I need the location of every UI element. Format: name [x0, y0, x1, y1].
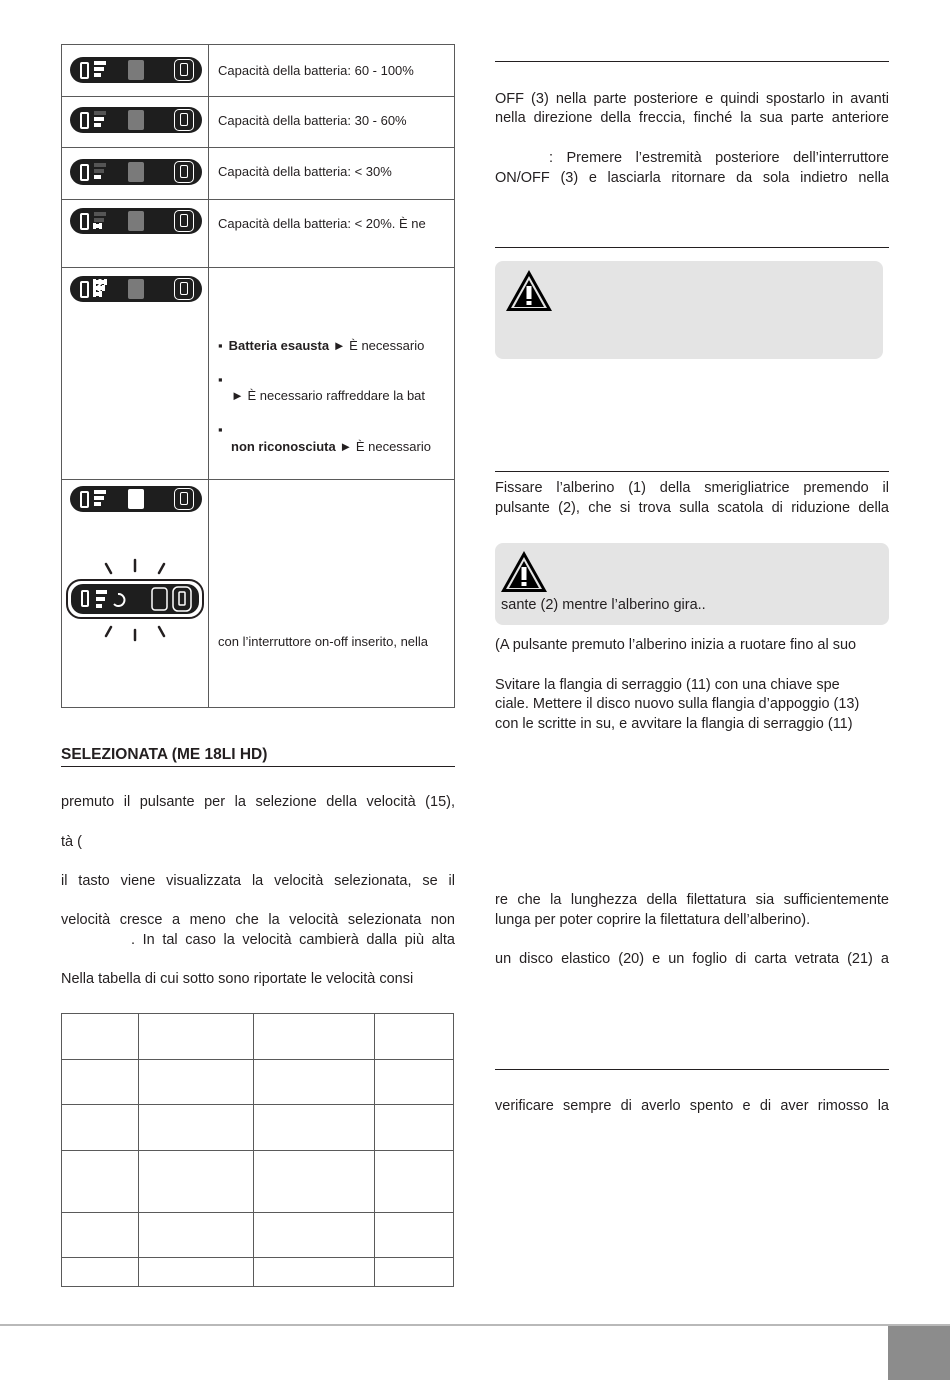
warning-box — [495, 261, 883, 359]
right-paragraph-6a: re che la lunghezza della filettatura sia sufficientemente — [495, 892, 889, 908]
speed-indicator-icon-cell — [62, 480, 209, 708]
footer-rule — [0, 1324, 950, 1326]
battery-capacity-cell — [209, 148, 455, 200]
table-cell — [62, 1213, 139, 1258]
warning-text: sante (2) mentre l’alberino gira.. — [501, 597, 706, 613]
right-paragraph-8: verificare sempre di averlo spento e di aver rimosso la — [495, 1098, 889, 1114]
table-cell — [139, 1258, 254, 1287]
table-cell — [139, 1151, 254, 1213]
table-cell — [62, 1258, 139, 1287]
right-paragraph-7: un disco elastico (20) e un foglio di carta vetrata (21) a — [495, 951, 889, 967]
section-rule — [495, 247, 889, 248]
battery-error-cell — [209, 268, 455, 480]
right-paragraph-5c: con le scritte in su, e avvitare la flangia di serraggio (11) — [495, 716, 853, 732]
table-cell — [62, 1151, 139, 1213]
left-paragraph-4b: . In tal caso la velocità cambierà dalla più alta — [131, 932, 455, 948]
battery-error-icon-cell — [62, 268, 209, 480]
right-paragraph-3b: pulsante (2), che si trova sulla scatola di riduzione della — [495, 500, 889, 516]
speed-indicator-text: con l’interruttore on-off inserito, nella — [218, 634, 429, 649]
battery-indicator-table — [61, 44, 455, 708]
battery-capacity-cell — [209, 200, 455, 268]
table-cell — [375, 1258, 454, 1287]
table-cell — [254, 1151, 375, 1213]
speed-blink-icon — [62, 558, 208, 658]
battery-display-icon — [70, 57, 202, 83]
heading-rule — [61, 766, 455, 767]
table-cell — [375, 1151, 454, 1213]
right-paragraph-2b: ON/OFF (3) e lasciarla ritornare da sola indietro nella — [495, 170, 889, 186]
table-cell — [62, 1060, 139, 1105]
battery-indicator-icon-cell — [62, 148, 209, 200]
right-paragraph-6b: lunga per poter coprire la filettatura dell’alberino). — [495, 912, 811, 928]
right-paragraph-5b: ciale. Mettere il disco nuovo sulla flangia d’appoggio (13) — [495, 696, 860, 712]
table-cell — [375, 1213, 454, 1258]
table-cell — [254, 1105, 375, 1151]
left-paragraph-2: tà ( — [61, 834, 82, 850]
table-cell — [139, 1060, 254, 1105]
right-paragraph-2a: : Premere l’estremità posteriore dell’interruttore — [549, 150, 889, 166]
left-paragraph-3: il tasto viene visualizzata la velocità selezionata, se il — [61, 873, 455, 889]
battery-error-item-2: ► È necessario raffreddare la bat — [231, 388, 426, 403]
table-cell — [254, 1060, 375, 1105]
battery-error-item-2-bullet: ▪ — [218, 372, 223, 387]
table-cell — [375, 1060, 454, 1105]
battery-display-icon — [70, 159, 202, 185]
battery-error-item-3: non riconosciuta ► È necessario — [231, 439, 431, 454]
battery-indicator-icon-cell — [62, 200, 209, 268]
footer-page-tab — [888, 1326, 950, 1380]
battery-error-display-icon — [70, 276, 202, 302]
table-cell — [139, 1213, 254, 1258]
right-paragraph-1b: nella direzione della freccia, finché la sua parte anteriore — [495, 110, 889, 126]
battery-capacity-cell — [209, 97, 455, 148]
right-paragraph-4: (A pulsante premuto l’alberino inizia a ruotare fino al suo — [495, 637, 857, 653]
speed-indicator-cell — [209, 480, 455, 708]
table-cell — [254, 1258, 375, 1287]
left-paragraph-4a: velocità cresce a meno che la velocità selezionata non — [61, 912, 455, 928]
section-rule — [495, 471, 889, 472]
battery-capacity-label: Capacità della batteria: 60 - 100% — [218, 63, 414, 78]
table-cell — [254, 1014, 375, 1060]
battery-capacity-label: Capacità della batteria: < 30% — [218, 164, 392, 179]
battery-indicator-icon-cell — [62, 45, 209, 97]
table-cell — [254, 1213, 375, 1258]
speed-display-icon — [70, 486, 202, 512]
left-paragraph-5: Nella tabella di cui sotto sono riportate le velocità consi — [61, 971, 414, 987]
warning-triangle-icon — [504, 267, 554, 313]
table-cell — [375, 1105, 454, 1151]
section-rule — [495, 61, 889, 62]
left-paragraph-1: premuto il pulsante per la selezione della velocità (15), — [61, 794, 455, 810]
table-cell — [139, 1105, 254, 1151]
table-cell — [62, 1105, 139, 1151]
table-cell — [375, 1014, 454, 1060]
battery-display-icon — [70, 107, 202, 133]
speed-table — [61, 1013, 454, 1287]
right-paragraph-5a: Svitare la flangia di serraggio (11) con una chiave spe — [495, 677, 840, 693]
battery-capacity-label: Capacità della batteria: < 20%. È ne — [218, 216, 426, 231]
battery-error-item-3-bullet: ▪ — [218, 422, 223, 437]
right-paragraph-3a: Fissare l’alberino (1) della smerigliatrice premendo il — [495, 480, 889, 496]
warning-triangle-icon — [499, 548, 549, 594]
section-heading: SELEZIONATA (ME 18LI HD) — [61, 746, 268, 763]
table-cell — [139, 1014, 254, 1060]
battery-error-item-1: ▪ Batteria esausta ► È necessario — [218, 338, 425, 353]
table-cell — [62, 1014, 139, 1060]
battery-capacity-cell — [209, 45, 455, 97]
warning-box — [495, 543, 889, 625]
right-paragraph-1a: OFF (3) nella parte posteriore e quindi spostarlo in avanti — [495, 91, 889, 107]
battery-indicator-icon-cell — [62, 97, 209, 148]
battery-capacity-label: Capacità della batteria: 30 - 60% — [218, 113, 407, 128]
section-rule — [495, 1069, 889, 1070]
battery-display-icon — [70, 208, 202, 234]
